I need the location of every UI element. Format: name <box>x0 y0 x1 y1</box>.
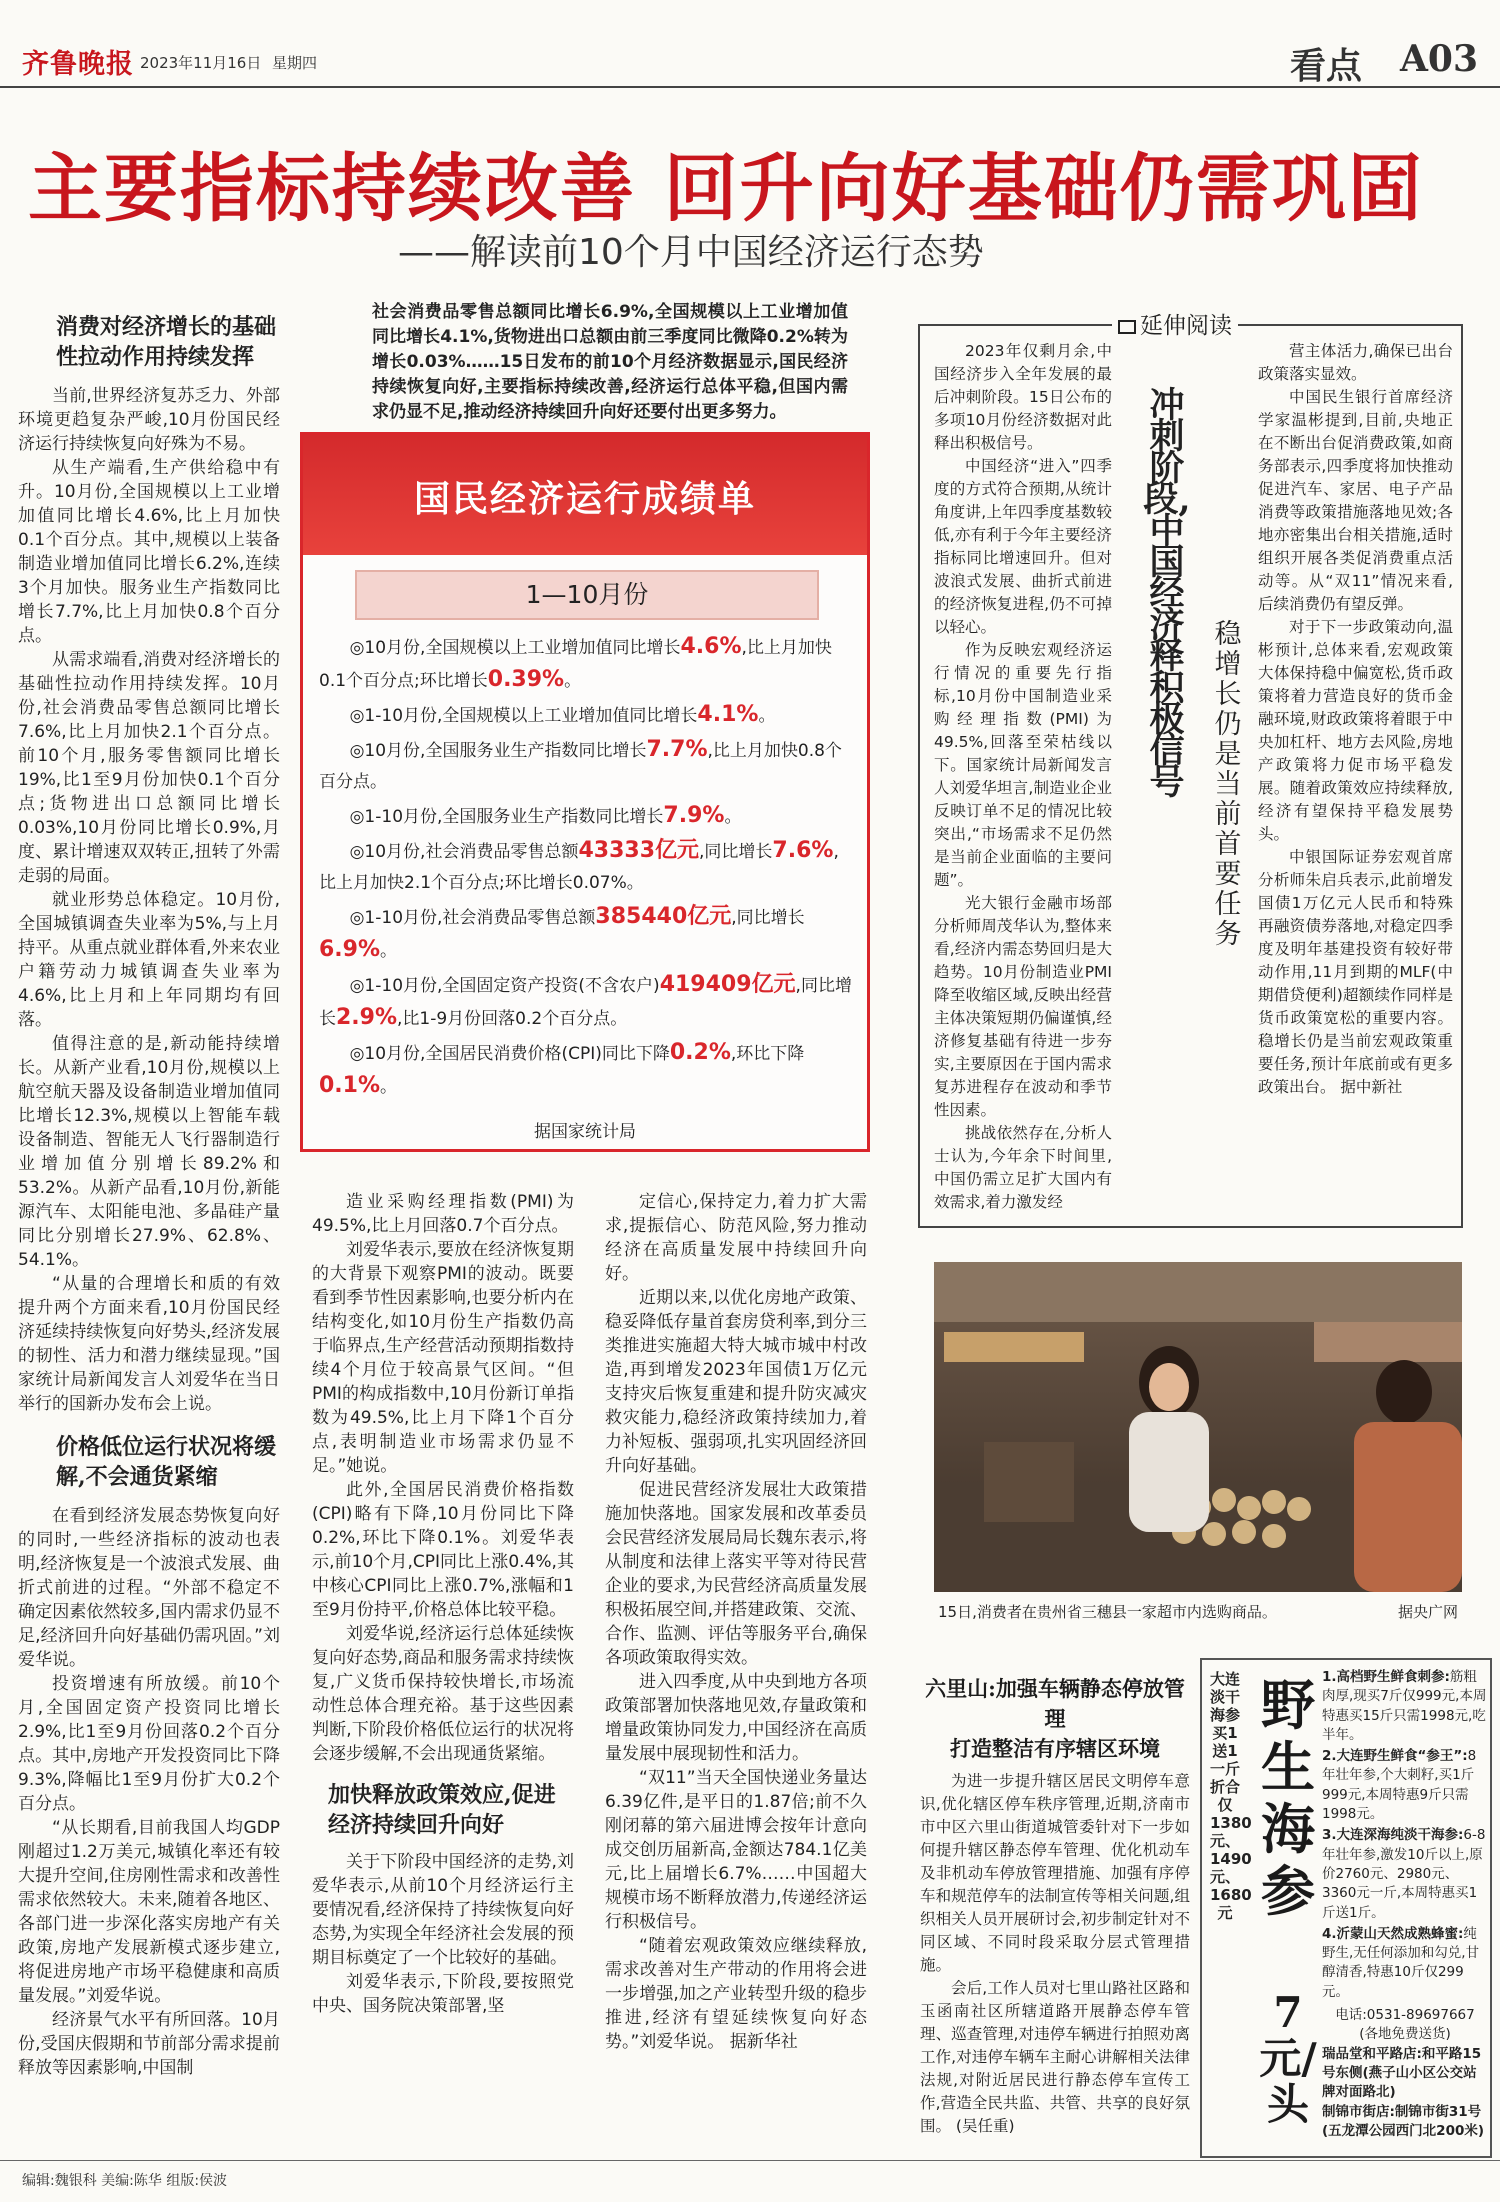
ad-address-1: 瑞品堂和平路店:和平路15号东侧(燕子山小区公交站牌对面路北) <box>1322 2045 1482 2101</box>
infobox-items <box>319 631 855 1105</box>
extension-paragraph: 中国经济“进入”四季度的方式符合预期,从统计角度讲,上年四季度基数较低,亦有利于今年主要经济指标同比增速回升。但对波浪式发展、曲折式前进的经济恢复进程,仍不可掉以轻心。 <box>934 457 1112 636</box>
col1-body-part2 <box>18 1504 280 2080</box>
col1-subhead-consumption: 消费对经济增长的基础性拉动作用持续发挥 <box>56 314 277 370</box>
col2-body-part1 <box>312 1190 574 1766</box>
column-3 <box>605 1190 867 2054</box>
infobox-stat-text: ◎1-10月份,全国规模以上工业增加值同比增长 <box>349 706 698 726</box>
masthead <box>0 0 1500 88</box>
photo-caption: 15日,消费者在贵州省三穗县一家超市内选购商品。 <box>938 1603 1277 1621</box>
issue-weekday: 星期四 <box>272 54 318 72</box>
ad-product-name: 2.大连野生鲜食“参王”: <box>1322 1748 1468 1765</box>
infobox-stat-text: ◎1-10月份,社会消费品零售总额 <box>349 908 596 928</box>
infobox-source: 据国家统计局 <box>534 1122 636 1142</box>
ad-product-list <box>1322 1668 1488 2141</box>
editor-credits: 编辑:魏银科 美编:陈华 组版:侯波 <box>22 2173 228 2189</box>
column-2 <box>312 1190 574 2018</box>
photo-illustration <box>934 1262 1462 1592</box>
infobox-stat-text: ◎10月份,社会消费品零售总额 <box>349 842 579 862</box>
page-number: A03 <box>1400 38 1479 80</box>
ad-phone: 电话:0531-89697667 <box>1335 2007 1475 2024</box>
headline-subtitle: ——解读前10个月中国经济运行态势 <box>398 232 984 273</box>
col1-paragraph: 从需求端看,消费对经济增长的基础性拉动作用持续发挥。10月份,社会消费品零售总额同比增长7.6%,比上月加快2.1个百分点。前10个月,服务零售额同比增长19%,比1至9月份加快0.1个百分点;货物进出口总额同比增长0.03%,10月份同比增长0.9%,月度、累计增速双双转正,扭转了外需走弱的局面。 <box>18 650 280 886</box>
photo-caption-row <box>938 1601 1458 1622</box>
infobox-stat-text: ,比上月加快0.1个百分点;环比增长 <box>319 638 832 691</box>
extension-paragraph: 中银国际证券宏观首席分析师朱启兵表示,此前增发国债1万亿元人民币和特殊再融资债券落地,对稳定四季度及明年基建投资有较好带动作用,11月到期的MLF(中期借贷便利)超额续作同样是货币政策宽松的重要内容。稳增长仍是当前宏观政策重要任务,预计年底前或有更多政策出台。 据中新社 <box>1258 848 1453 1096</box>
footer-rule <box>0 2160 1500 2161</box>
col3-paragraph: 近期以来,以优化房地产政策、稳妥降低存量首套房贷利率,到分三类推进实施超大特大城市城中村改造,再到增发2023年国债1万亿元支持灾后恢复重建和提升防灾减灾救灾能力,稳经济政策持续加力,着力补短板、强弱项,扎实巩固经济回升向好基础。 <box>605 1288 867 1476</box>
infobox-stat-text: ◎10月份,全国规模以上工业增加值同比增长 <box>349 638 681 658</box>
infobox-stat-text: ◎10月份,全国居民消费价格(CPI)同比下降 <box>349 1044 670 1064</box>
ad-product-item <box>1322 1668 1488 1745</box>
ad-product-desc: 筋粗肉厚,现买7斤仅999元,本周特惠买15斤只需1998元,吃半年。 <box>1322 1669 1487 1743</box>
ad-product-desc: 8年壮年参,个大刺籽,买1斤999元,本周特惠9斤只需1998元。 <box>1322 1748 1477 1823</box>
infobox-stat-item <box>319 734 855 798</box>
infobox-stat-text: 。 <box>758 706 776 726</box>
extension-col2 <box>1258 340 1453 1099</box>
col3-paragraph: 进入四季度,从中央到地方各项政策部署加快落地见效,存量政策和增量政策协同发力,中国经济在高质量发展中展现韧性和活力。 <box>605 1672 867 1764</box>
main-headline: 主要指标持续改善 回升向好基础仍需巩固 <box>28 146 1424 232</box>
infobox-stat-value: 7.6% <box>772 838 834 863</box>
col1-paragraph: “从长期看,目前我国人均GDP刚超过1.2万美元,城镇化率还有较大提升空间,住房刚性需求和改善性需求依然较大。未来,随着各地区、各部门进一步深化落实房地产有关政策,房地产发展新模式逐步建立,将促进房地产市场平稳健康和高质量发展。”刘爱华说。 <box>18 1818 280 2006</box>
infobox-stat-text: ,比1-9月份回落0.2个百分点。 <box>397 1009 628 1029</box>
col2-subhead-policy: 加快释放政策效应,促进经济持续回升向好 <box>328 1782 556 1838</box>
ad-product-item <box>1322 1826 1488 1922</box>
ad-product-item <box>1322 1747 1488 1824</box>
col2-paragraph: 造业采购经理指数(PMI)为49.5%,比上月回落0.7个百分点。 <box>312 1192 574 1236</box>
infobox-stat-value: 0.39% <box>487 667 565 692</box>
col1-paragraph: 当前,世界经济复苏乏力、外部环境更趋复杂严峻,10月份国民经济运行持续恢复向好殊为不易。 <box>18 386 280 454</box>
infobox-stat-item <box>319 969 855 1035</box>
liushan-paragraph: 会后,工作人员对七里山路社区路和玉函南社区所辖道路开展静态停车管理、巡查管理,对违停车辆进行拍照劝离工作,对违停车辆车主耐心讲解相关法律法规,对附近居民进行静态停车宣传工作,营造全民共监、共管、共享的良好氛围。 (吴任重) <box>920 1979 1190 2135</box>
col1-paragraph: 经济景气水平有所回落。10月份,受国庆假期和节前部分需求提前释放等因素影响,中国制 <box>18 2010 280 2078</box>
infobox-stat-text: ,比上月加快0.8个百分点。 <box>319 741 842 792</box>
infobox-stat-item <box>319 835 855 899</box>
col1-paragraph: 从生产端看,生产供给稳中有升。10月份,全国规模以上工业增加值同比增长4.6%,比上月加快0.1个百分点。其中,规模以上装备制造业增加值同比增长6.2%,连续3个月加快。服务业生产指数同比增长7.7%,比上月加快0.8个百分点。 <box>18 458 280 646</box>
extension-paragraph: 中国民生银行首席经济学家温彬提到,目前,央地正在不断出台促消费政策,如商务部表示,四季度将加快推动促进汽车、家居、电子产品消费等政策措施落地见效;各地亦密集出台相关措施,适时组织开展各类促消费重点活动等。从“双11”情况来看,后续消费仍有望反弹。 <box>1258 388 1453 613</box>
infobox-stat-value: 7.9% <box>663 803 725 828</box>
col1-paragraph: 在看到经济发展态势恢复向好的同时,一些经济指标的波动也表明,经济恢复是一个波浪式发展、曲折式前进的过程。“外部不稳定不确定因素依然较多,国内需求仍显不足,经济回升向好基础仍需巩固。”刘爱华说。 <box>18 1506 280 1670</box>
ad-title: 野生海参 <box>1261 1673 1315 1923</box>
newspaper-brand: 齐鲁晚报 <box>22 49 134 80</box>
col2-paragraph: 关于下阶段中国经济的走势,刘爱华表示,从前10个月经济运行主要情况看,经济保持了持续恢复向好态势,为实现全年经济社会发展的预期目标奠定了一个比较好的基础。 <box>312 1852 574 1968</box>
extension-title: 冲刺阶段,中国经济释积极信号 <box>1143 385 1191 803</box>
infobox-stat-text: ,同比增长 <box>319 976 852 1029</box>
infobox-stat-value: 4.6% <box>680 634 742 659</box>
col1-paragraph: 值得注意的是,新动能持续增长。从新产业看,10月份,规模以上航空航天器及设备制造业增加值同比增长12.3%,规模以上智能车载设备制造、智能无人飞行器制造行业增加值分别增长89.2%和53.2%。从新产品看,10月份,新能源汽车、太阳能电池、多晶硅产量同比分别增长27.9%、62.8%、54.1%。 <box>18 1034 280 1270</box>
ad-product-name: 1.高档野生鲜食刺参: <box>1322 1669 1450 1685</box>
infobox-stat-value: 7.7% <box>646 737 708 762</box>
col3-body <box>605 1190 867 2054</box>
extension-paragraph: 作为反映宏观经济运行情况的重要先行指标,10月份中国制造业采购经理指数(PMI)为49.5%,回落至荣枯线以下。国家统计局新闻发言人刘爱华坦言,制造业企业反映订单不足的情况比较突出,“市场需求不足仍然是当前企业面临的主要问题”。 <box>934 641 1112 889</box>
book-icon <box>1118 320 1136 334</box>
extension-paragraph: 对于下一步政策动向,温彬预计,总体来看,宏观政策大体保持稳中偏宽松,货币政策将着力营造良好的货币金融环境,财政政策将着眼于中央加杠杆、地方去风险,房地产政策将力促市场平稳发展。随着政策效应持续释放,经济有望保持平稳发展势头。 <box>1258 618 1453 843</box>
ad-address-2: 制锦市街店:制锦市街31号(五龙潭公园西门北200米) <box>1322 2103 1485 2139</box>
extension-col1 <box>934 340 1112 1214</box>
infobox-stat-value: 4.1% <box>697 702 759 727</box>
col2-paragraph: 刘爱华说,经济运行总体延续恢复向好态势,商品和服务需求持续恢复,广义货币保持较快增长,市场流动性总体合理充裕。基于这些因素判断,下阶段价格低位运行的状况将会逐步缓解,不会出现通货紧缩。 <box>312 1624 574 1764</box>
infobox-stat-value: 6.9% <box>319 937 381 962</box>
col3-paragraph: “双11”当天全国快递业务量达6.39亿件,是平日的1.87倍;前不久刚闭幕的第六届进博会按年计意向成交创历届新高,金额达784.1亿美元,比上届增长6.7%……中国超大规模市场不断释放潜力,传递经济运行积极信号。 <box>605 1768 867 1932</box>
liushan-title: 六里山:加强车辆静态停放管理 <box>925 1676 1185 1731</box>
extension-subtitle: 稳增长仍是当前首要任务 <box>1214 619 1242 950</box>
infobox-stat-text: ,环比下降 <box>730 1044 805 1064</box>
infobox-stat-value: 43333亿元 <box>578 838 700 863</box>
ad-product-name: 4.沂蒙山天然成熟蜂蜜: <box>1322 1925 1464 1942</box>
infobox-title: 国民经济运行成绩单 <box>413 478 756 520</box>
ad-product-desc: 纯野生,无任何添加和勾兑,甘醇清香,特惠10斤仅299元。 <box>1322 1925 1480 2000</box>
infobox-stat-value: 0.1% <box>319 1073 381 1098</box>
extension-paragraph: 光大银行金融市场部分析师周茂华认为,整体来看,经济内需态势回归是大趋势。10月份制造业PMI降至收缩区域,反映出经营主体决策短期仍偏谨慎,经济修复基础有待进一步夯实,主要原因在于国内需求复苏进程存在波动和季节性因素。 <box>934 894 1112 1119</box>
article-lead: 社会消费品零售总额同比增长6.9%,全国规模以上工业增加值同比增长4.1%,货物进出口总额由前三季度同比微降0.2%转为增长0.03%……15日发布的前10个月经济数据显示,国民经济持续恢复向好,主要指标持续改善,经济运行总体平稳,但国内需求仍显不足,推动经济持续回升向好还要付出更多努力。 <box>372 302 848 422</box>
infobox-stat-text: ◎1-10月份,全国固定资产投资(不含农户) <box>349 976 660 996</box>
liushan-article <box>920 1674 1190 2138</box>
col2-paragraph: 刘爱华表示,下阶段,要按照党中央、国务院决策部署,坚 <box>312 1972 574 2016</box>
ad-vertical-slogan: 大连淡干海参买1送1一斤折合仅1380元、1490元、1680元 <box>1210 1670 1252 1922</box>
infobox-period: 1—10月份 <box>355 570 819 620</box>
col1-subhead-price: 价格低位运行状况将缓解,不会通货紧缩 <box>56 1434 277 1490</box>
extension-paragraph: 挑战依然存在,分析人士认为,今年余下时间里,中国仍需立足扩大国内有效需求,着力激发经 <box>934 1124 1112 1211</box>
section-name: 看点 <box>1290 45 1363 87</box>
col1-paragraph: 就业形势总体稳定。10月份,全国城镇调查失业率为5%,与上月持平。从重点就业群体看,外来农业户籍劳动力城镇调查失业率为4.6%,比上月和上年同期均有回落。 <box>18 890 280 1030</box>
column-1 <box>18 312 280 2080</box>
ad-product-desc: 6-8年壮年参,激发10斤以上,原价2760元、2980元、3360元一斤,本周特惠买1斤送1斤。 <box>1322 1827 1486 1921</box>
col3-paragraph: “随着宏观政策效应继续释放,需求改善对生产带动的作用将会进一步增强,加之产业转型升级的稳步推进,经济有望延续恢复向好态势。”刘爱华说。 据新华社 <box>605 1936 867 2052</box>
infobox-stat-text: ◎10月份,全国服务业生产指数同比增长 <box>349 741 647 761</box>
infobox-stat-item <box>319 800 855 833</box>
ad-product-item <box>1322 1925 1488 2002</box>
col2-paragraph: 此外,全国居民消费价格指数(CPI)略有下降,10月份同比下降0.2%,环比下降0.1%。刘爱华表示,前10个月,CPI同比上涨0.4%,其中核心CPI同比上涨0.7%,涨幅和1至9月份持平,价格总体比较平稳。 <box>312 1480 574 1620</box>
stats-infobox <box>300 432 870 1152</box>
liushan-subtitle: 打造整洁有序辖区环境 <box>950 1736 1160 1761</box>
liushan-body <box>920 1770 1190 2138</box>
infobox-stat-item <box>319 699 855 732</box>
supermarket-photo <box>934 1262 1462 1592</box>
ad-price: 7元/头 <box>1259 1988 1317 2129</box>
infobox-stat-text: ◎1-10月份,全国服务业生产指数同比增长 <box>349 807 664 827</box>
infobox-stat-text: ,比上月加快2.1个百分点;环比增长0.07%。 <box>319 842 839 893</box>
infobox-stat-text: 。 <box>380 941 398 961</box>
infobox-stat-value: 385440亿元 <box>595 904 732 929</box>
col2-body-part2 <box>312 1850 574 2018</box>
infobox-stat-text: 。 <box>724 807 742 827</box>
col3-paragraph: 促进民营经济发展壮大政策措施加快落地。国家发展和改革委员会民营经济发展局局长魏东表示,将从制度和法律上落实平等对待民营企业的要求,为民营经济高质量发展积极拓展空间,并搭建政策、交流、合作、监测、评估等服务平台,确保各项政策取得实效。 <box>605 1480 867 1668</box>
infobox-stat-text: ,同比增长 <box>731 908 805 928</box>
extension-reading-label: 延伸阅读 <box>1112 307 1238 340</box>
infobox-stat-item <box>319 631 855 697</box>
issue-date: 2023年11月16日 <box>140 54 262 72</box>
ad-product-name: 3.大连深海纯淡干海参: <box>1322 1827 1464 1844</box>
infobox-stat-text: 。 <box>564 671 582 691</box>
infobox-stat-value: 419409亿元 <box>659 972 796 997</box>
infobox-stat-value: 2.9% <box>336 1005 398 1030</box>
infobox-stat-text: ,同比增长 <box>699 842 773 862</box>
col1-paragraph: “从量的合理增长和质的有效提升两个方面来看,10月份国民经济延续持续恢复向好势头,经济发展的韧性、活力和潜力继续显现。”国家统计局新闻发言人刘爱华在当日举行的国新办发布会上说。 <box>18 1274 280 1414</box>
photo-credit: 据央广网 <box>1397 1603 1458 1621</box>
infobox-stat-item <box>319 901 855 967</box>
infobox-stat-item <box>319 1037 855 1103</box>
extension-paragraph: 营主体活力,确保已出台政策落实显效。 <box>1258 342 1453 383</box>
infobox-header <box>303 435 867 555</box>
col1-paragraph: 投资增速有所放缓。前10个月,全国固定资产投资同比增长2.9%,比1至9月份回落0.2个百分点。其中,房地产开发投资同比下降9.3%,降幅比1至9月份扩大0.2个百分点。 <box>18 1674 280 1814</box>
col1-body-part1 <box>18 384 280 1416</box>
col3-paragraph: 定信心,保持定力,着力扩大需求,提振信心、防范风险,努力推动经济在高质量发展中持续回升向好。 <box>605 1192 867 1284</box>
ad-delivery: (各地免费送货) <box>1359 2026 1451 2043</box>
infobox-stat-text: 。 <box>380 1077 398 1097</box>
extension-paragraph: 2023年仅剩月余,中国经济步入全年发展的最后冲刺阶段。15日公布的多项10月份经济数据对此释出积极信号。 <box>934 342 1112 452</box>
col2-paragraph: 刘爱华表示,要放在经济恢复期的大背景下观察PMI的波动。既要看到季节性因素影响,也要分析内在结构变化,如10月份生产指数仍高于临界点,生产经营活动预期指数持续4个月位于较高景气区间。“但PMI的构成指数中,10月份新订单指数为49.5%,比上月下降1个百分点,表明制造业市场需求仍显不足。”她说。 <box>312 1240 574 1476</box>
liushan-paragraph: 为进一步提升辖区居民文明停车意识,优化辖区停车秩序管理,近期,济南市市中区六里山街道城管委针对下一步如何提升辖区静态停车管理、优化机动车及非机动车停放管理措施、加强有序停车和规范停车的法制宣传等相关问题,组织相关人员开展研讨会,初步制定针对不同区域、不同时段采取分层式管理措施。 <box>920 1772 1190 1974</box>
infobox-stat-value: 0.2% <box>669 1040 731 1065</box>
